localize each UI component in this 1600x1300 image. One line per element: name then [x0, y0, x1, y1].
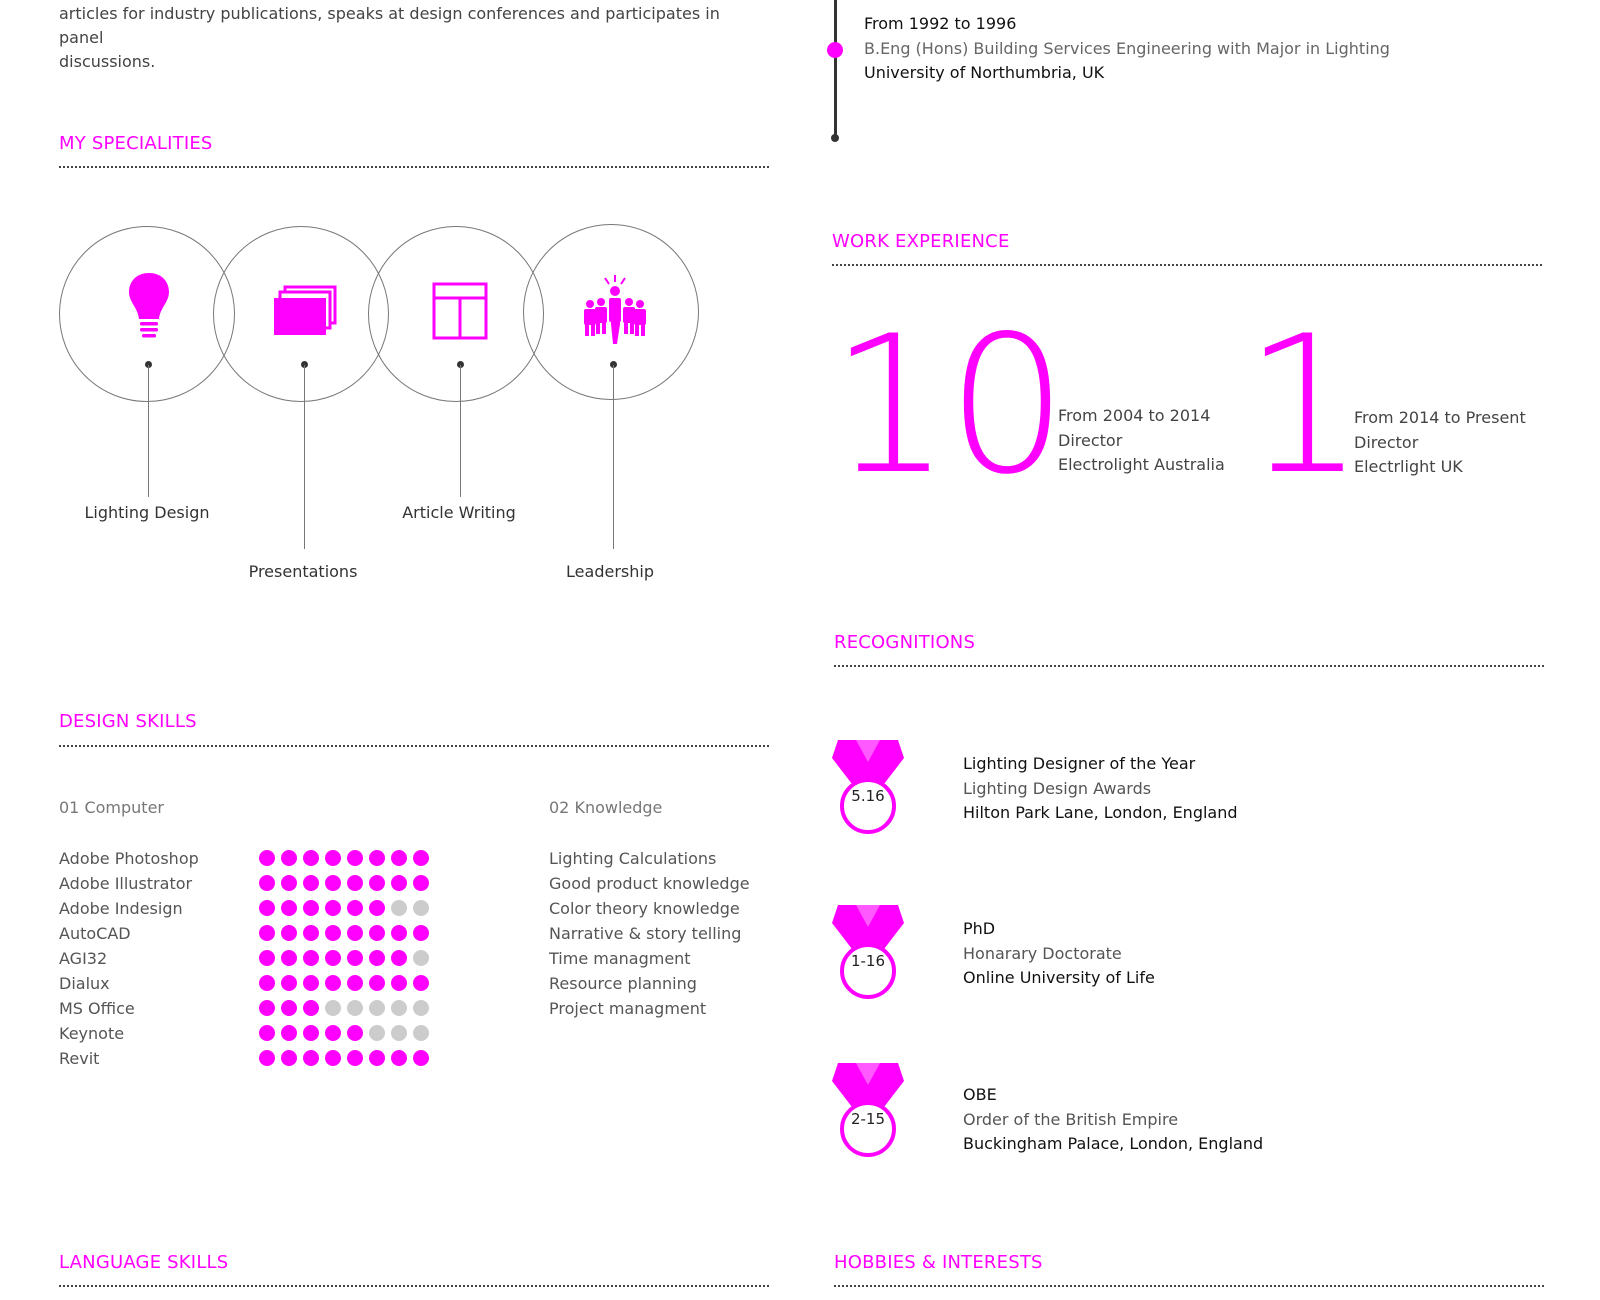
- rating-dot-filled: [369, 1050, 385, 1066]
- rating-dot-filled: [347, 850, 363, 866]
- rating-dot-filled: [369, 925, 385, 941]
- education-school: University of Northumbria, UK: [864, 63, 1105, 82]
- education-period: From 1992 to 1996: [864, 14, 1017, 33]
- specialities-title: MY SPECIALITIES: [59, 133, 213, 154]
- skill-row: [59, 924, 131, 949]
- rating-dot-filled: [325, 925, 341, 941]
- hobbies-divider: [834, 1285, 1544, 1287]
- rating-dot-filled: [303, 1025, 319, 1041]
- education-timeline-line: [834, 0, 837, 138]
- rating-dot-filled: [281, 950, 297, 966]
- skill-rating: [259, 1050, 429, 1066]
- speciality-stem: [304, 365, 305, 549]
- skill-row: [59, 999, 135, 1024]
- recognition-award-2: PhD: [963, 919, 996, 938]
- rating-dot-filled: [281, 1050, 297, 1066]
- rating-dot-filled: [281, 925, 297, 941]
- rating-dot-filled: [325, 850, 341, 866]
- rating-dot-filled: [391, 850, 407, 866]
- rating-dot-filled: [259, 1025, 275, 1041]
- knowledge-item: Good product knowledge: [549, 874, 750, 893]
- skill-name: Revit: [59, 1049, 100, 1068]
- rating-dot-filled: [413, 925, 429, 941]
- rating-dot-filled: [325, 975, 341, 991]
- rating-dot-filled: [413, 975, 429, 991]
- medal-badge-text: 1-16: [850, 952, 886, 970]
- rating-dot-filled: [303, 1050, 319, 1066]
- rating-dot-filled: [325, 900, 341, 916]
- knowledge-skills-heading: 02 Knowledge: [549, 798, 663, 817]
- education-timeline-end: [831, 134, 839, 142]
- rating-dot-empty: [325, 1000, 341, 1016]
- rating-dot-empty: [391, 1025, 407, 1041]
- speciality-stem: [148, 365, 149, 497]
- work-years-2: 1: [1244, 295, 1361, 516]
- rating-dot-filled: [259, 1050, 275, 1066]
- rating-dot-filled: [259, 850, 275, 866]
- rating-dot-filled: [259, 950, 275, 966]
- work-role-2: Director: [1354, 433, 1419, 452]
- rating-dot-filled: [325, 950, 341, 966]
- skill-row: [59, 949, 107, 974]
- rating-dot-filled: [281, 1025, 297, 1041]
- recognitions-divider: [834, 665, 1544, 667]
- speciality-label-writing: Article Writing: [402, 503, 516, 522]
- speciality-label-leadership: Leadership: [566, 562, 654, 581]
- rating-dot-filled: [259, 900, 275, 916]
- rating-dot-filled: [369, 950, 385, 966]
- language-skills-divider: [59, 1285, 769, 1287]
- rating-dot-empty: [413, 900, 429, 916]
- rating-dot-filled: [391, 925, 407, 941]
- rating-dot-empty: [413, 1025, 429, 1041]
- recognition-place-3: Buckingham Palace, London, England: [963, 1134, 1264, 1153]
- rating-dot-filled: [369, 975, 385, 991]
- knowledge-item: Time managment: [549, 949, 691, 968]
- rating-dot-filled: [325, 1050, 341, 1066]
- rating-dot-filled: [303, 1000, 319, 1016]
- rating-dot-empty: [413, 1000, 429, 1016]
- rating-dot-filled: [391, 1050, 407, 1066]
- rating-dot-filled: [325, 1025, 341, 1041]
- intro-paragraph: [59, 2, 759, 74]
- speciality-label-lighting: Lighting Design: [84, 503, 210, 522]
- recognition-award-1: Lighting Designer of the Year: [963, 754, 1196, 773]
- rating-dot-empty: [391, 900, 407, 916]
- slides-icon: [273, 285, 337, 337]
- skill-name: Adobe Photoshop: [59, 849, 199, 868]
- rating-dot-filled: [347, 875, 363, 891]
- skill-row: [59, 849, 199, 874]
- rating-dot-filled: [347, 1025, 363, 1041]
- skill-name: AGI32: [59, 949, 108, 968]
- medal-icon: [832, 740, 904, 836]
- recognition-org-3: Order of the British Empire: [963, 1110, 1179, 1129]
- rating-dot-filled: [303, 950, 319, 966]
- knowledge-item: Narrative & story telling: [549, 924, 742, 943]
- medal-icon: [832, 905, 904, 1001]
- skill-name: Keynote: [59, 1024, 125, 1043]
- skill-name: MS Office: [59, 999, 135, 1018]
- work-period-1: From 2004 to 2014: [1058, 406, 1211, 425]
- rating-dot-filled: [281, 875, 297, 891]
- education-degree: B.Eng (Hons) Building Services Engineering with Major in Lighting: [864, 39, 1390, 58]
- work-role-1: Director: [1058, 431, 1123, 450]
- recognition-org-1: Lighting Design Awards: [963, 779, 1152, 798]
- layout-icon: [432, 282, 488, 340]
- rating-dot-filled: [347, 1050, 363, 1066]
- recognition-place-2: Online University of Life: [963, 968, 1155, 987]
- skill-rating: [259, 1000, 429, 1016]
- recognitions-title: RECOGNITIONS: [834, 632, 976, 653]
- work-experience-divider: [832, 264, 1542, 266]
- speciality-stem: [613, 365, 614, 549]
- skill-name: Dialux: [59, 974, 110, 993]
- rating-dot-empty: [413, 950, 429, 966]
- skill-rating: [259, 950, 429, 966]
- lightbulb-icon: [126, 271, 172, 341]
- rating-dot-empty: [347, 1000, 363, 1016]
- rating-dot-empty: [369, 1025, 385, 1041]
- medal-badge-text: 2-15: [850, 1110, 886, 1128]
- specialities-divider: [59, 166, 769, 168]
- team-leader-icon: [580, 274, 650, 346]
- skill-rating: [259, 875, 429, 891]
- intro-line-1: articles for industry publications, speaks at design conferences and participates in panel: [59, 4, 720, 47]
- hobbies-title: HOBBIES & INTERESTS: [834, 1252, 1043, 1273]
- speciality-label-presentations: Presentations: [248, 562, 358, 581]
- knowledge-item: Project managment: [549, 999, 707, 1018]
- rating-dot-filled: [303, 875, 319, 891]
- skill-row: [59, 1024, 124, 1049]
- recognition-org-2: Honarary Doctorate: [963, 944, 1122, 963]
- rating-dot-filled: [391, 950, 407, 966]
- education-timeline-dot: [827, 42, 843, 58]
- rating-dot-filled: [303, 900, 319, 916]
- rating-dot-filled: [413, 875, 429, 891]
- rating-dot-filled: [259, 1000, 275, 1016]
- knowledge-item: Color theory knowledge: [549, 899, 740, 918]
- knowledge-item: Lighting Calculations: [549, 849, 717, 868]
- speciality-stem: [460, 365, 461, 497]
- work-experience-title: WORK EXPERIENCE: [832, 231, 1010, 252]
- computer-skills-heading: 01 Computer: [59, 798, 164, 817]
- design-skills-title: DESIGN SKILLS: [59, 711, 197, 732]
- work-company-1: Electrolight Australia: [1058, 455, 1225, 474]
- rating-dot-filled: [369, 900, 385, 916]
- skill-rating: [259, 975, 429, 991]
- skill-row: [59, 1049, 99, 1074]
- skill-rating: [259, 1025, 429, 1041]
- skill-name: Adobe Illustrator: [59, 874, 193, 893]
- rating-dot-filled: [347, 950, 363, 966]
- rating-dot-filled: [281, 1000, 297, 1016]
- skill-row: [59, 899, 183, 924]
- rating-dot-filled: [259, 875, 275, 891]
- rating-dot-filled: [303, 975, 319, 991]
- rating-dot-filled: [347, 900, 363, 916]
- rating-dot-filled: [391, 875, 407, 891]
- work-company-2: Electrlight UK: [1354, 457, 1463, 476]
- rating-dot-filled: [303, 850, 319, 866]
- rating-dot-filled: [281, 850, 297, 866]
- skill-rating: [259, 850, 429, 866]
- work-years-1: 10: [830, 295, 1064, 516]
- work-period-2: From 2014 to Present: [1354, 408, 1526, 427]
- rating-dot-filled: [413, 1050, 429, 1066]
- rating-dot-filled: [281, 975, 297, 991]
- rating-dot-filled: [413, 850, 429, 866]
- intro-line-2: discussions.: [59, 52, 156, 71]
- medal-icon: [832, 1063, 904, 1159]
- recognition-award-3: OBE: [963, 1085, 997, 1104]
- rating-dot-filled: [369, 875, 385, 891]
- rating-dot-filled: [303, 925, 319, 941]
- recognition-place-1: Hilton Park Lane, London, England: [963, 803, 1238, 822]
- rating-dot-filled: [259, 925, 275, 941]
- skill-name: AutoCAD: [59, 924, 131, 943]
- rating-dot-filled: [325, 875, 341, 891]
- medal-badge-text: 5.16: [851, 787, 885, 805]
- rating-dot-filled: [281, 900, 297, 916]
- rating-dot-empty: [391, 1000, 407, 1016]
- rating-dot-filled: [391, 975, 407, 991]
- skill-name: Adobe Indesign: [59, 899, 183, 918]
- skill-rating: [259, 900, 429, 916]
- rating-dot-filled: [347, 975, 363, 991]
- design-skills-divider: [59, 745, 769, 747]
- knowledge-item: Resource planning: [549, 974, 697, 993]
- skill-row: [59, 874, 192, 899]
- rating-dot-filled: [369, 850, 385, 866]
- skill-row: [59, 974, 110, 999]
- language-skills-title: LANGUAGE SKILLS: [59, 1252, 229, 1273]
- rating-dot-empty: [369, 1000, 385, 1016]
- rating-dot-filled: [347, 925, 363, 941]
- rating-dot-filled: [259, 975, 275, 991]
- skill-rating: [259, 925, 429, 941]
